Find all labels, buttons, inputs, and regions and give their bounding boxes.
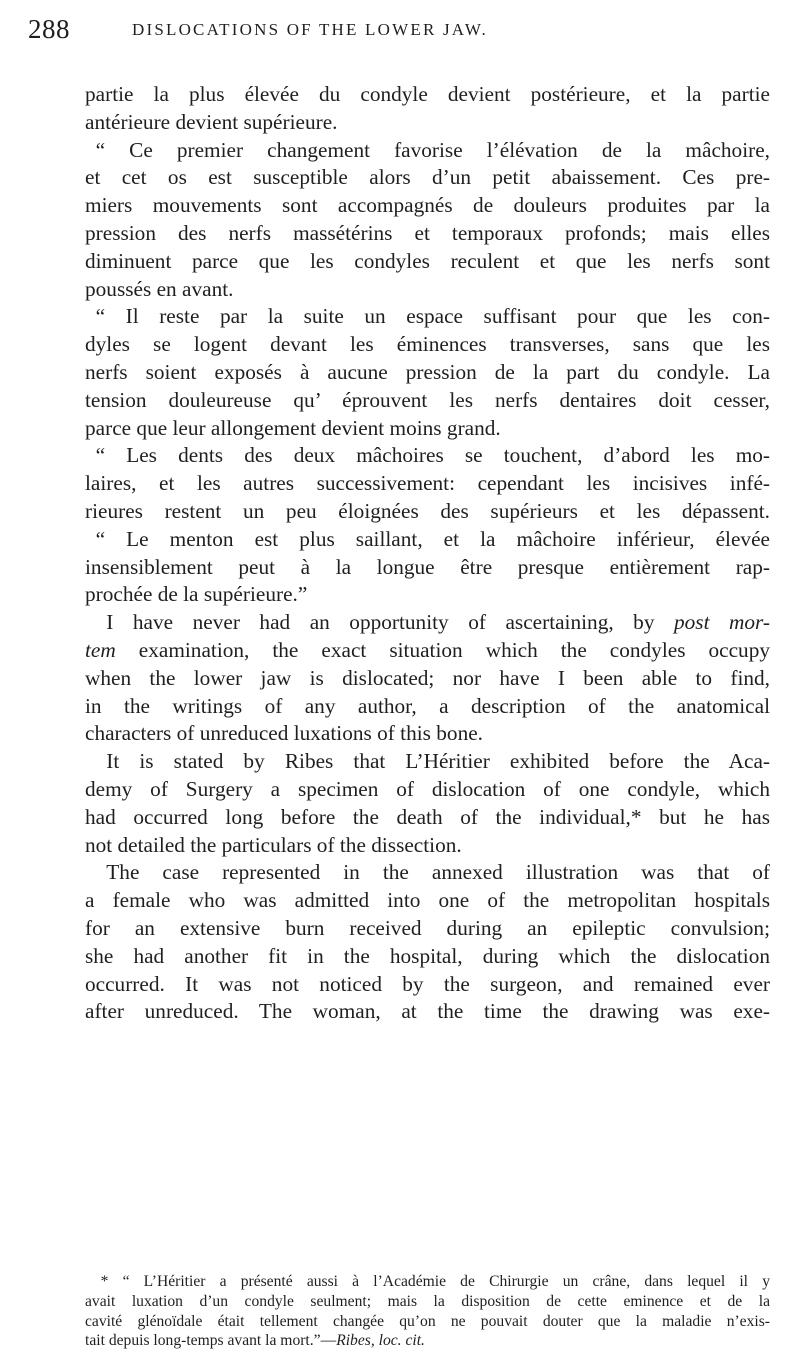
footnote-line bbox=[85, 1331, 770, 1351]
page-number: 288 bbox=[28, 14, 70, 44]
text-span: examination, the exact situation which the condyles occupy bbox=[138, 637, 770, 662]
text-line: “ Les dents des deux mâchoires se touchent, d’abord les mo- bbox=[95, 443, 770, 468]
text-line: laires, et les autres successivement: cependant les incisives infé- bbox=[85, 471, 770, 496]
text-line: prochée de la supérieure.” bbox=[85, 582, 308, 607]
text-line: parce que leur allongement devient moins grand. bbox=[85, 415, 501, 440]
text-line: a female who was admitted into one of the metropolitan hospitals bbox=[85, 888, 770, 913]
text-line: tension douleureuse qu’ éprouvent les nerfs dentaires doit cesser, bbox=[85, 387, 770, 412]
footnote-line: * “ L’Héritier a présenté aussi à l’Académie de Chirurgie un crâne, dans lequel il y bbox=[100, 1273, 770, 1290]
text-line: nerfs soient exposés à aucune pression de la part du condyle. La bbox=[85, 359, 770, 384]
text-line bbox=[85, 609, 770, 637]
text-line: in the writings of any author, a description of the anatomical bbox=[85, 693, 770, 718]
text-line: miers mouvements sont accompagnés de douleurs produites par la bbox=[85, 193, 770, 218]
text-line: partie la plus élevée du condyle devient postérieure, et la partie bbox=[85, 82, 770, 106]
text-line: occurred. It was not noticed by the surgeon, and remained ever bbox=[85, 971, 770, 996]
text-line: not detailed the particulars of the dissection. bbox=[85, 832, 462, 857]
text-line: “ Il reste par la suite un espace suffisant pour que les con- bbox=[95, 304, 770, 329]
footnote-line: avait luxation d’un condyle seulment; mais la disposition de cette eminence et de la bbox=[85, 1292, 770, 1310]
citation: Ribes, loc. cit. bbox=[336, 1332, 425, 1350]
footnote bbox=[85, 1272, 770, 1351]
text-line: she had another fit in the hospital, during which the dislocation bbox=[85, 943, 770, 968]
text-line: It is stated by Ribes that L’Héritier exhibited before the Aca- bbox=[106, 749, 770, 774]
text-span: tait depuis long-temps avant la mort.”— bbox=[85, 1332, 337, 1350]
text-line: poussés en avant. bbox=[85, 276, 234, 301]
text-line: et cet os est susceptible alors d’un petit abaissement. Ces pre- bbox=[85, 165, 770, 190]
text-line: “ Ce premier changement favorise l’élévation de la mâchoire, bbox=[95, 137, 770, 162]
text-line: antérieure devient supérieure. bbox=[85, 109, 338, 134]
running-title: DISLOCATIONS OF THE LOWER JAW. bbox=[132, 20, 489, 39]
footnote-line: cavité glénoïdale était tellement changée qu’on ne pouvait douter que la maladie n’exis- bbox=[85, 1312, 770, 1330]
text-line: dyles se logent devant les éminences transverses, sans que les bbox=[85, 332, 770, 357]
italic-phrase: tem bbox=[85, 637, 116, 662]
text-line: pression des nerfs massétérins et temporaux profonds; mais elles bbox=[85, 220, 770, 245]
text-line: rieures restent un peu éloignées des supérieurs et les dépassent. bbox=[85, 498, 770, 523]
text-line: had occurred long before the death of the individual,* but he has bbox=[85, 804, 770, 829]
text-line: demy of Surgery a specimen of dislocation of one condyle, which bbox=[85, 776, 770, 801]
text-line: after unreduced. The woman, at the time the drawing was exe- bbox=[85, 999, 770, 1024]
text-line: insensiblement peut à la longue être presque entièrement rap- bbox=[85, 554, 770, 579]
body-text bbox=[85, 81, 770, 1026]
text-line: “ Le menton est plus saillant, et la mâchoire inférieur, élevée bbox=[95, 526, 770, 551]
italic-phrase: post mor- bbox=[674, 610, 770, 635]
text-line: for an extensive burn received during an epileptic convulsion; bbox=[85, 915, 770, 940]
text-line bbox=[85, 637, 770, 665]
page-header bbox=[28, 14, 772, 48]
text-line: when the lower jaw is dislocated; nor have I been able to find, bbox=[85, 665, 770, 690]
text-span: I have never had an opportunity of ascertaining, by bbox=[106, 610, 655, 635]
text-line: The case represented in the annexed illustration was that of bbox=[106, 860, 770, 885]
text-line: diminuent parce que les condyles reculent et que les nerfs sont bbox=[85, 248, 770, 273]
text-line: characters of unreduced luxations of this bone. bbox=[85, 721, 483, 746]
